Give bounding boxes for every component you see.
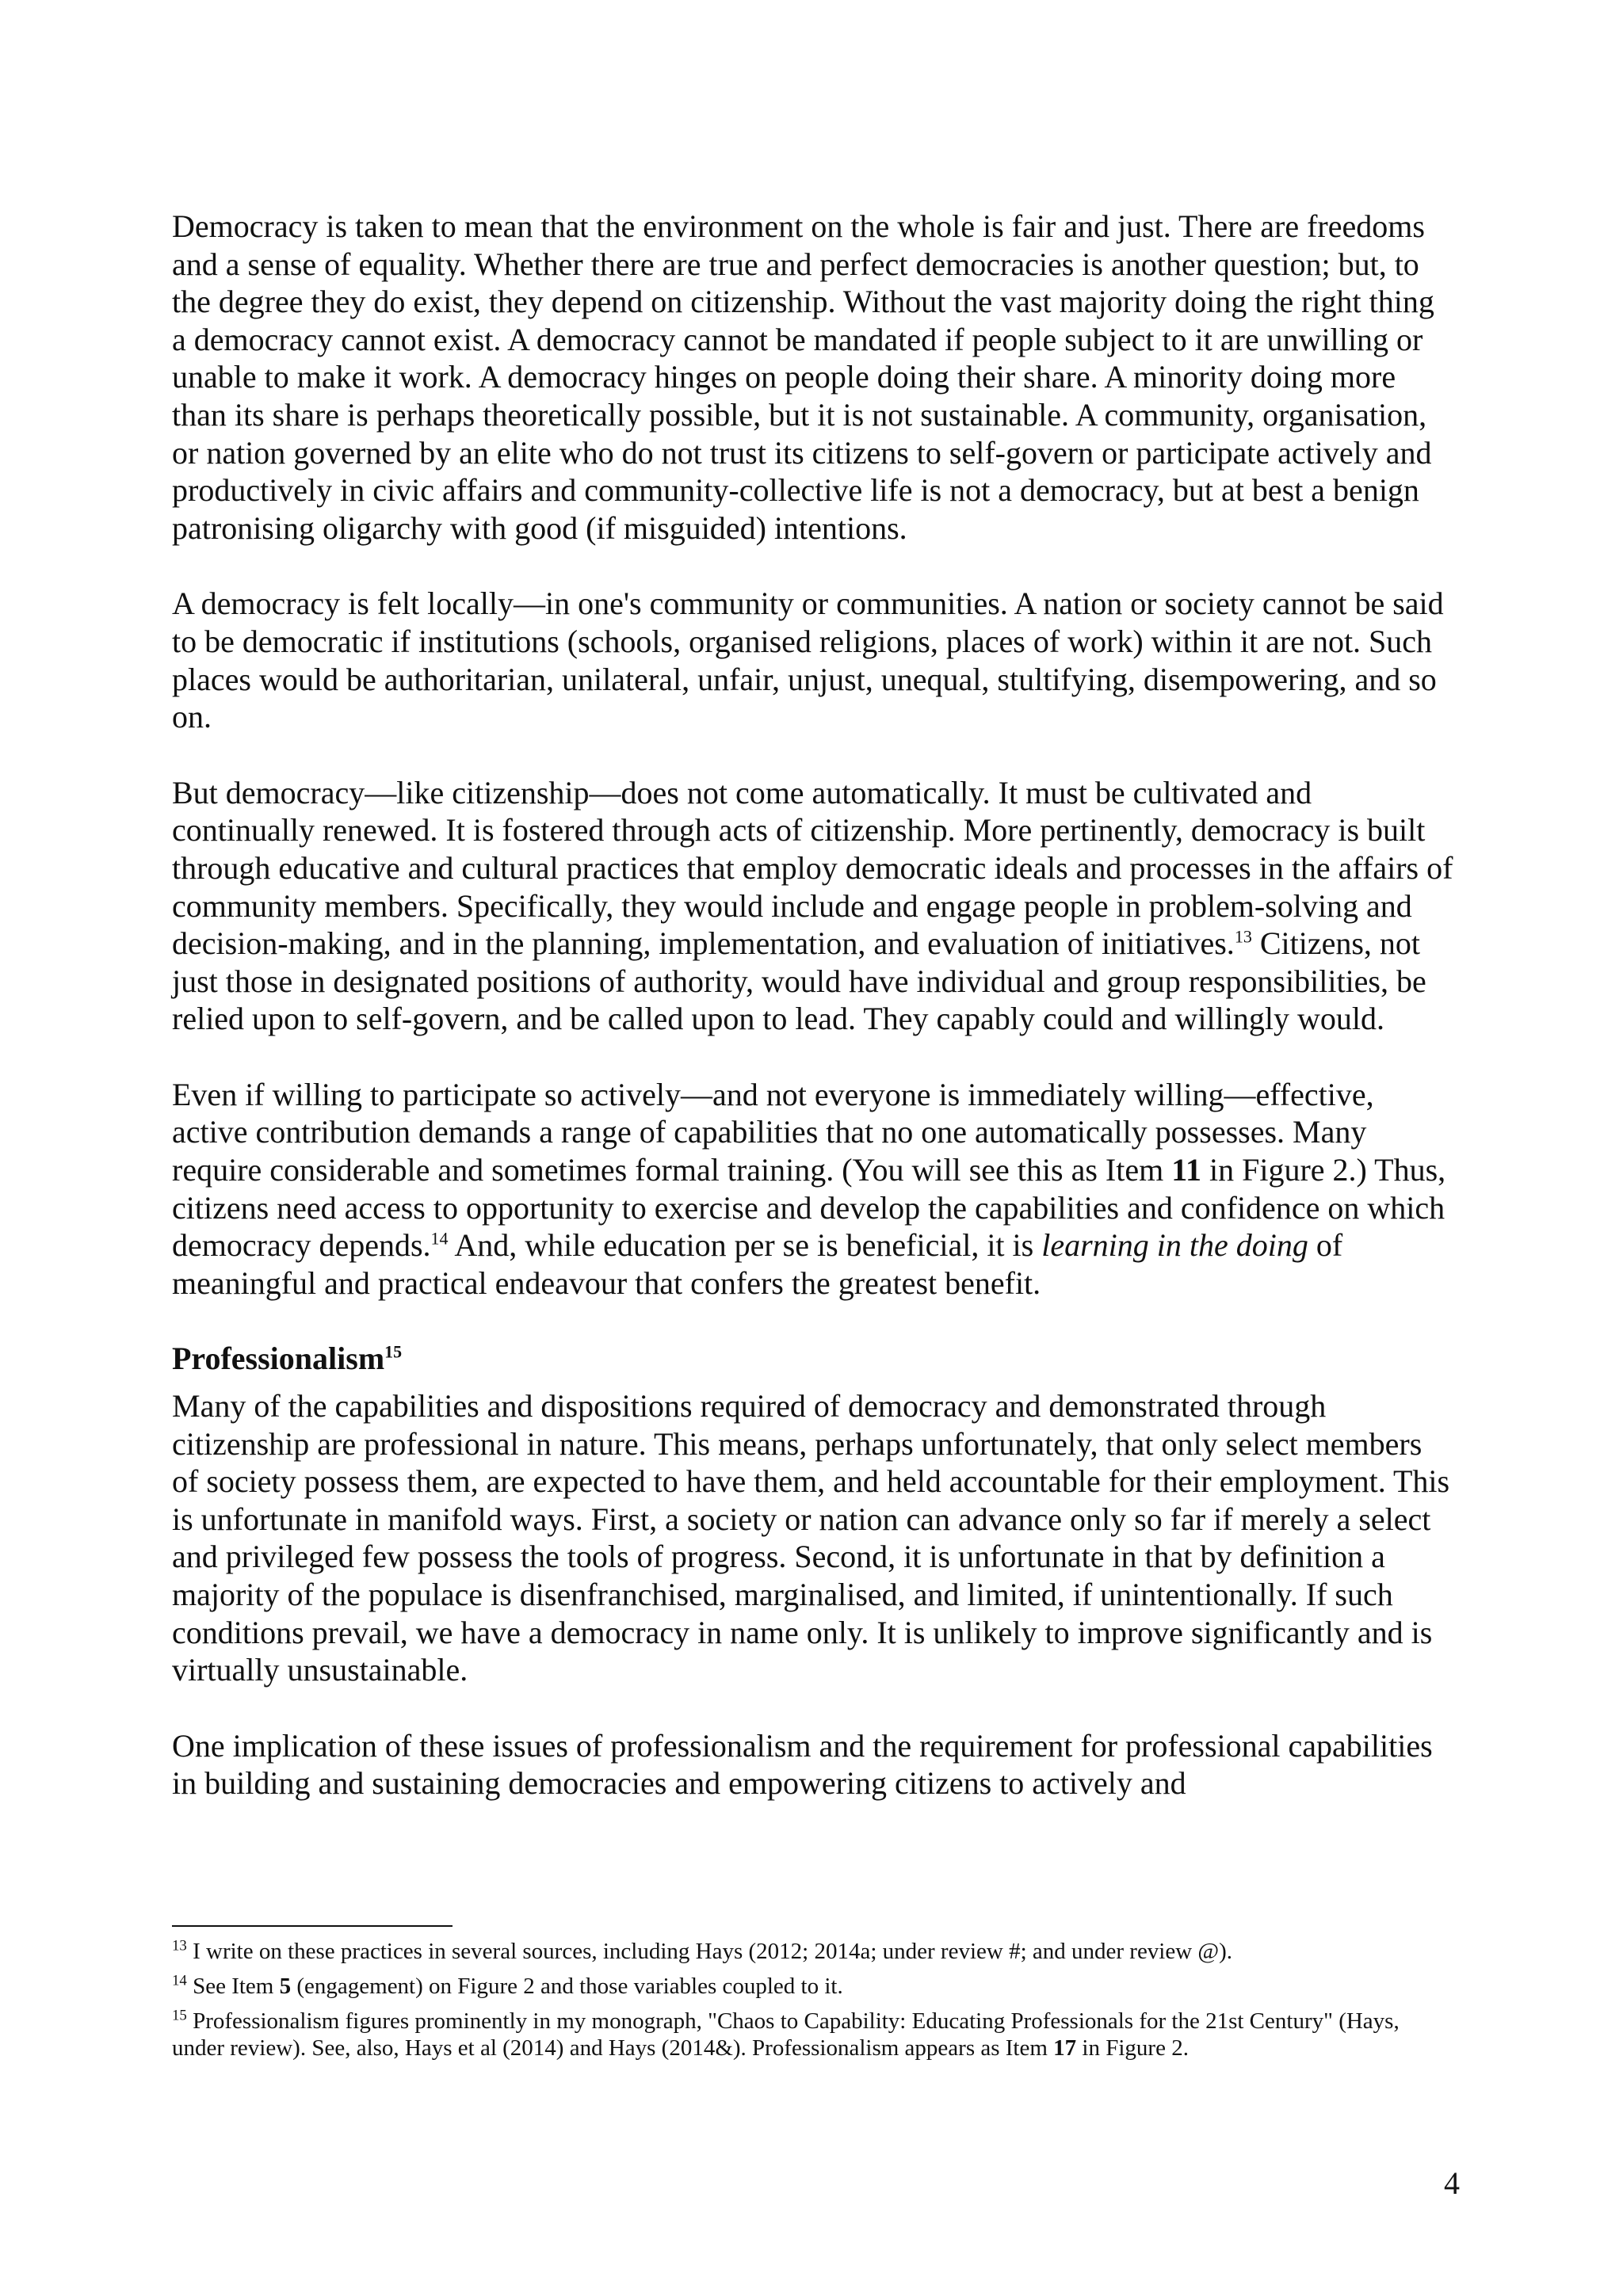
- footnote-13: [172, 1938, 1456, 1965]
- paragraph-text: in Figure 2.) Thus, citizens need access to opportunity to exercise and develop the capabilities and confidence on which democracy depends.: [172, 1152, 1446, 1264]
- emphasis-italic: learning in the doing: [1041, 1227, 1308, 1264]
- footnote-text: (engagement) on Figure 2 and those variables coupled to it.: [291, 1974, 843, 1999]
- item-number-bold: 17: [1053, 2035, 1077, 2061]
- paragraph-implication: [172, 1727, 1456, 1802]
- footnote-text: See Item: [186, 1974, 280, 1999]
- paragraph-democracy-cultivated: [172, 774, 1456, 1038]
- paragraph-professionalism: [172, 1387, 1456, 1689]
- paragraph-text: Democracy is taken to mean that the environment on the whole is fair and just. There are freedoms and a sense of equality. Whether there are true and perfect democracies is another question; but, to the degree they do exist, they depend on citizenship. Without the vast majority doing the right thing a democracy cannot exist. A democracy cannot be mandated if people subject to it are unwilling or unable to make it work. A democracy hinges on people doing their share. A minority doing more than its share is perhaps theoretically possible, but it is not sustainable. A community, organisation, or nation governed by an elite who do not trust its citizens to self-govern or participate actively and productively in civic affairs and community-collective life is not a democracy, but at best a benign patronising oligarchy with good (if misguided) intentions.: [172, 208, 1434, 546]
- footnote-ref-13[interactable]: 13: [1234, 926, 1252, 947]
- footnote-15: [172, 2008, 1456, 2061]
- paragraph-text: Even if willing to participate so actively—and not everyone is immediately willing—effective, active contribution demands a range of capabilities that no one automatically possesses. Many require considerable and sometimes formal training. (You will see this as Item: [172, 1076, 1374, 1188]
- item-number-bold: 5: [279, 1974, 292, 1999]
- paragraph-democracy-local: [172, 585, 1456, 735]
- footnote-14: [172, 1973, 1456, 2000]
- paragraph-participation: [172, 1076, 1456, 1302]
- body-text: [172, 208, 1456, 1840]
- paragraph-text: Many of the capabilities and dispositions required of democracy and demonstrated through citizenship are professional in nature. This means, perhaps unfortunately, that only select members of society possess them, are expected to have them, and held accountable for their employment. This is unfortunate in manifold ways. First, a society or nation can advance only so far if merely a select and privileged few possess the tools of progress. Second, it is unfortunate in that by definition a majority of the populace is disenfranchised, marginalised, and limited, if unintentionally. If such conditions prevail, we have a democracy in name only. It is unlikely to improve significantly and is virtually unsustainable.: [172, 1388, 1450, 1688]
- paragraph-text: One implication of these issues of professionalism and the requirement for professional capabilities in building and sustaining democracies and empowering citizens to actively and: [172, 1727, 1433, 1802]
- paragraph-text: Citizens, not just those in designated positions of authority, would have individual and group responsibilities, be relied upon to self-govern, and be called upon to lead. They capably could and willingly would.: [172, 925, 1426, 1037]
- section-heading: [172, 1340, 1456, 1378]
- footnote-ref-15[interactable]: 15: [384, 1342, 403, 1363]
- paragraph-text: But democracy—like citizenship—does not come automatically. It must be cultivated and continually renewed. It is fostered through acts of citizenship. More pertinently, democracy is built through educative and cultural practices that employ democratic ideals and processes in the affairs of community members. Specifically, they would include and engage people in problem-solving and decision-making, and in the planning, implementation, and evaluation of initiatives.: [172, 774, 1453, 962]
- page-number: 4: [1444, 2165, 1460, 2201]
- footnote-text: in Figure 2.: [1076, 2035, 1189, 2061]
- section-heading-text: Professionalism: [172, 1341, 385, 1377]
- footnote-ref-14[interactable]: 14: [430, 1228, 449, 1249]
- footnote-number: 14: [172, 1972, 187, 1989]
- item-number-bold: 11: [1171, 1152, 1201, 1188]
- paragraph-democracy-definition: [172, 208, 1456, 547]
- footnote-text: Professionalism figures prominently in my monograph, "Chaos to Capability: Educating Professionals for the 21st Century" (Hays, under review). See, also, Hays et al (2014) and Hays (2014&). Professionalism appears as Item: [172, 2008, 1400, 2061]
- paragraph-text: And, while education per se is beneficial, it is: [448, 1227, 1042, 1264]
- footnotes: [172, 1925, 1456, 2069]
- footnote-separator: [172, 1925, 453, 1927]
- footnote-number: 15: [172, 2007, 187, 2024]
- footnote-number: 13: [172, 1937, 187, 1955]
- paragraph-text: A democracy is felt locally—in one's community or communities. A nation or society cannot be said to be democratic if institutions (schools, organised religions, places of work) within it are not. Such places would be authoritarian, unilateral, unfair, unjust, unequal, stultifying, disempowering, and so on.: [172, 585, 1444, 735]
- paragraph-text: of meaningful and practical endeavour that confers the greatest benefit.: [172, 1227, 1343, 1301]
- footnote-text: I write on these practices in several sources, including Hays (2012; 2014a; under review #; and under review @).: [186, 1939, 1233, 1964]
